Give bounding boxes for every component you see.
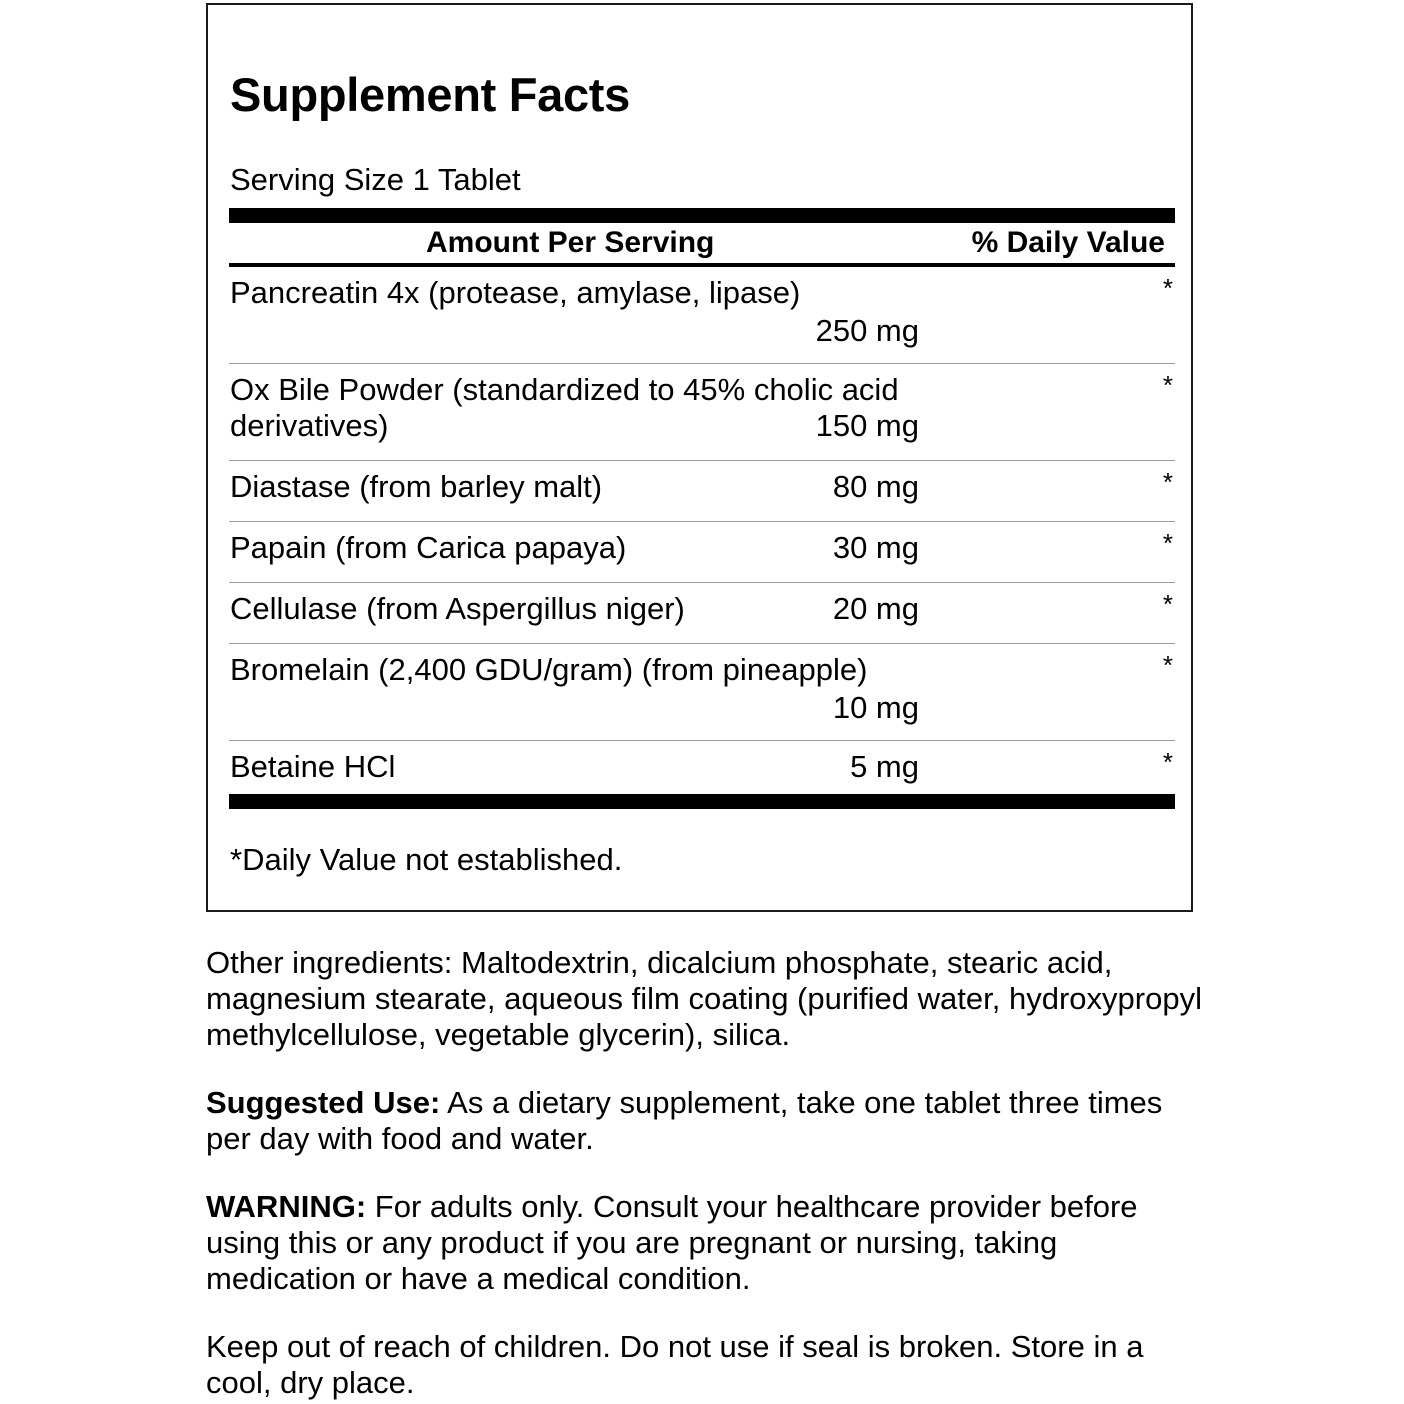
ingredient-amount: 150 mg: [815, 408, 919, 443]
table-row: [229, 461, 1175, 522]
suggested-use-label: Suggested Use:: [206, 1085, 441, 1120]
table-row: [229, 644, 1175, 741]
serving-size: Serving Size 1 Tablet: [230, 162, 521, 197]
thick-divider-bottom: [229, 794, 1175, 809]
table-header: [229, 223, 1175, 267]
table-row: [229, 583, 1175, 644]
warning-text: [206, 1189, 1206, 1297]
warning-body: For adults only. Consult your healthcare provider before using this or any product if you are pregnant or nursing, taking medication or have a medical condition.: [206, 1189, 1138, 1296]
other-ingredients-text: Other ingredients: Maltodextrin, dicalcium phosphate, stearic acid, magnesium stearate, aqueous film coating (purified water, hydroxypropyl methylcellulose, vegetable glycerin), silica.: [206, 945, 1202, 1052]
ingredient-amount: 80 mg: [832, 469, 919, 504]
daily-value-mark: *: [1162, 589, 1173, 619]
ingredient-amount: 30 mg: [832, 530, 919, 565]
ingredient-name: Diastase (from barley malt): [230, 469, 603, 504]
daily-value-mark: *: [1162, 370, 1173, 400]
daily-value-mark: *: [1162, 467, 1173, 497]
daily-value-mark: *: [1162, 747, 1173, 777]
amount-per-serving-header: Amount Per Serving: [426, 226, 715, 259]
suggested-use-text: [206, 1085, 1206, 1157]
daily-value-header: % Daily Value: [971, 226, 1165, 259]
ingredient-amount: 5 mg: [850, 749, 919, 784]
daily-value-mark: *: [1162, 528, 1173, 558]
ingredient-name: Bromelain (2,400 GDU/gram) (from pineapple): [230, 652, 868, 687]
table-row: [229, 364, 1175, 461]
ingredient-name: Betaine HCl: [230, 749, 396, 784]
daily-value-mark: *: [1162, 273, 1173, 303]
ingredient-amount: 250 mg: [815, 313, 919, 348]
daily-value-mark: *: [1162, 650, 1173, 680]
thick-divider-top: [229, 208, 1175, 223]
supplement-facts-panel: [206, 3, 1193, 912]
ingredient-table: [229, 267, 1175, 797]
daily-value-footnote: *Daily Value not established.: [230, 842, 623, 877]
ingredient-amount: 20 mg: [832, 591, 919, 626]
table-row: [229, 267, 1175, 364]
panel-title: Supplement Facts: [230, 68, 631, 121]
ingredient-name: Pancreatin 4x (protease, amylase, lipase): [230, 275, 801, 310]
suggested-use-body: As a dietary supplement, take one tablet three times per day with food and water.: [206, 1085, 1163, 1156]
ingredient-amount: 10 mg: [832, 690, 919, 725]
ingredient-name: Papain (from Carica papaya): [230, 530, 627, 565]
warning-label: WARNING:: [206, 1189, 367, 1224]
ingredient-name: Cellulase (from Aspergillus niger): [230, 591, 685, 626]
storage-text: Keep out of reach of children. Do not use if seal is broken. Store in a cool, dry place.: [206, 1329, 1144, 1400]
ingredient-name: Ox Bile Powder (standardized to 45% cholic acid derivatives): [230, 372, 899, 443]
table-row: [229, 741, 1175, 797]
table-row: [229, 522, 1175, 583]
